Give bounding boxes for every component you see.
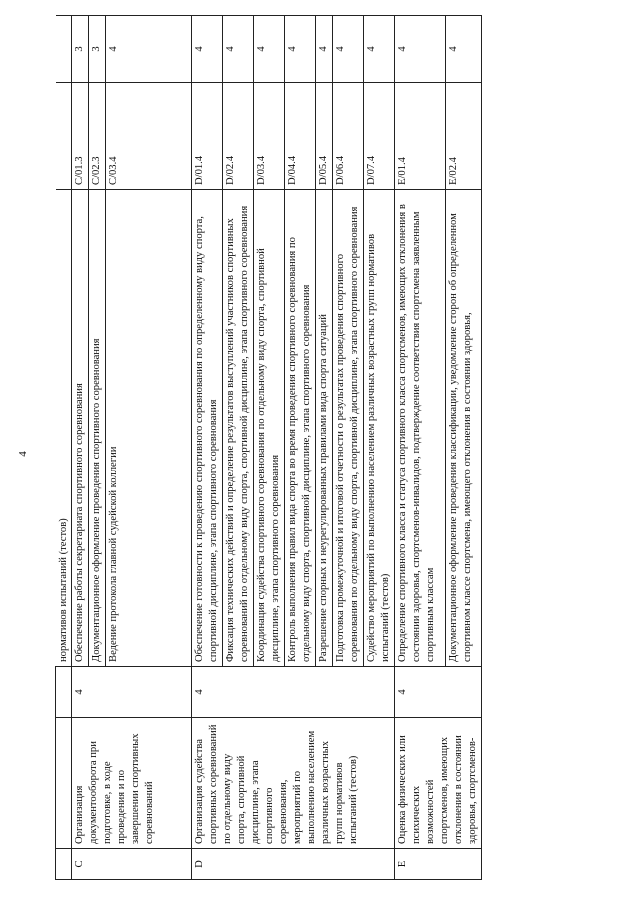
function-level	[56, 16, 72, 83]
function-code: D/02.4	[223, 83, 254, 190]
competency-table	[55, 15, 482, 880]
function-text: Ведение протокола главной судейской коллегии	[106, 190, 192, 667]
function-code: D/06.4	[333, 83, 364, 190]
row-name-cell: Организация судейства спортивных соревнований по отдельному виду спорта, спортивной дисциплине, этапа спортивного соревнования, мероприятий по выполнению населением различных возрастных групп нормативов испытаний (тестов)	[192, 718, 395, 849]
function-code	[56, 83, 72, 190]
function-code: C/01.3	[72, 83, 89, 190]
function-code: D/01.4	[192, 83, 223, 190]
function-code: C/02.3	[89, 83, 106, 190]
function-level: 4	[254, 16, 285, 83]
function-code: E/01.4	[395, 83, 446, 190]
function-text: Координация судейства спортивного соревнования по отдельному виду спорта, спортивной дисциплине, этапа спортивного соревнования	[254, 190, 285, 667]
function-code: C/03.4	[106, 83, 192, 190]
table-row	[56, 16, 72, 880]
function-level: 4	[316, 16, 333, 83]
function-level: 4	[192, 16, 223, 83]
function-code: D/05.4	[316, 83, 333, 190]
function-level: 4	[395, 16, 446, 83]
function-text: Разрешение спорных и неурегулированных правилами вида спорта ситуаций	[316, 190, 333, 667]
function-text: Фиксация технических действий и определение результатов выступлений участников спортивных соревнований по отдельному виду спорта, спортивной дисциплине, этапа спортивного соревнования	[223, 190, 254, 667]
function-level: 4	[285, 16, 316, 83]
function-level: 4	[446, 16, 481, 83]
table-row	[192, 16, 223, 880]
function-text: Подготовка промежуточной и итоговой отчетности о результатах проведения спортивного соревнования по отдельному виду спорта, спортивной дисциплине, этапа спортивного соревнования	[333, 190, 364, 667]
row-level-cell: 4	[395, 667, 482, 718]
function-level: 4	[333, 16, 364, 83]
row-code-cell: D	[192, 849, 395, 880]
row-code-cell	[56, 849, 72, 880]
row-level-cell: 4	[72, 667, 192, 718]
row-level-cell	[56, 667, 72, 718]
function-level: 3	[89, 16, 106, 83]
rotated-table-wrapper	[55, 30, 615, 880]
function-level: 4	[223, 16, 254, 83]
function-text: Обеспечение работы секретариата спортивного соревнования	[72, 190, 89, 667]
function-text: нормативов испытаний (тестов)	[56, 190, 72, 667]
function-text: Документационное оформление проведения спортивного соревнования	[89, 190, 106, 667]
page-number: 4	[16, 451, 29, 457]
function-code: E/02.4	[446, 83, 481, 190]
function-text: Документационное оформление проведения классификации, уведомление сторон об определенном спортивном классе спортсмена, имеющего отклонения в состоянии здоровья,	[446, 190, 481, 667]
row-level-cell: 4	[192, 667, 395, 718]
row-code-cell: C	[72, 849, 192, 880]
row-code-cell: E	[395, 849, 482, 880]
row-name-cell: Оценка физических или психических возможностей спортсменов, имеющих отклонения в состоянии здоровья, спортсменов-	[395, 718, 482, 849]
row-name-cell	[56, 718, 72, 849]
function-code: D/04.4	[285, 83, 316, 190]
table-row	[395, 16, 446, 880]
row-name-cell: Организация документооборота при подготовке, в ходе проведения и по завершении спортивных соревнований	[72, 718, 192, 849]
function-code: D/03.4	[254, 83, 285, 190]
function-text: Контроль выполнения правил вида спорта во время проведения спортивного соревнования по отдельному виду спорта, спортивной дисциплине, этапа спортивного соревнования	[285, 190, 316, 667]
table-row	[72, 16, 89, 880]
function-text: Определение спортивного класса и статуса спортивного класса спортсменов, имеющих отклонения в состоянии здоровья, спортсменов-инвалидов, подтверждение соответствия спортсмена заявленным спортивным классам	[395, 190, 446, 667]
function-level: 4	[106, 16, 192, 83]
function-code: D/07.4	[364, 83, 395, 190]
function-level: 3	[72, 16, 89, 83]
function-text: Судейство мероприятий по выполнению населением различных возрастных групп нормативов испытаний (тестов)	[364, 190, 395, 667]
function-level: 4	[364, 16, 395, 83]
function-text: Обеспечение готовности к проведению спортивного соревнования по определенному виду спорта, спортивной дисциплине, этапа спортивного соревнования	[192, 190, 223, 667]
